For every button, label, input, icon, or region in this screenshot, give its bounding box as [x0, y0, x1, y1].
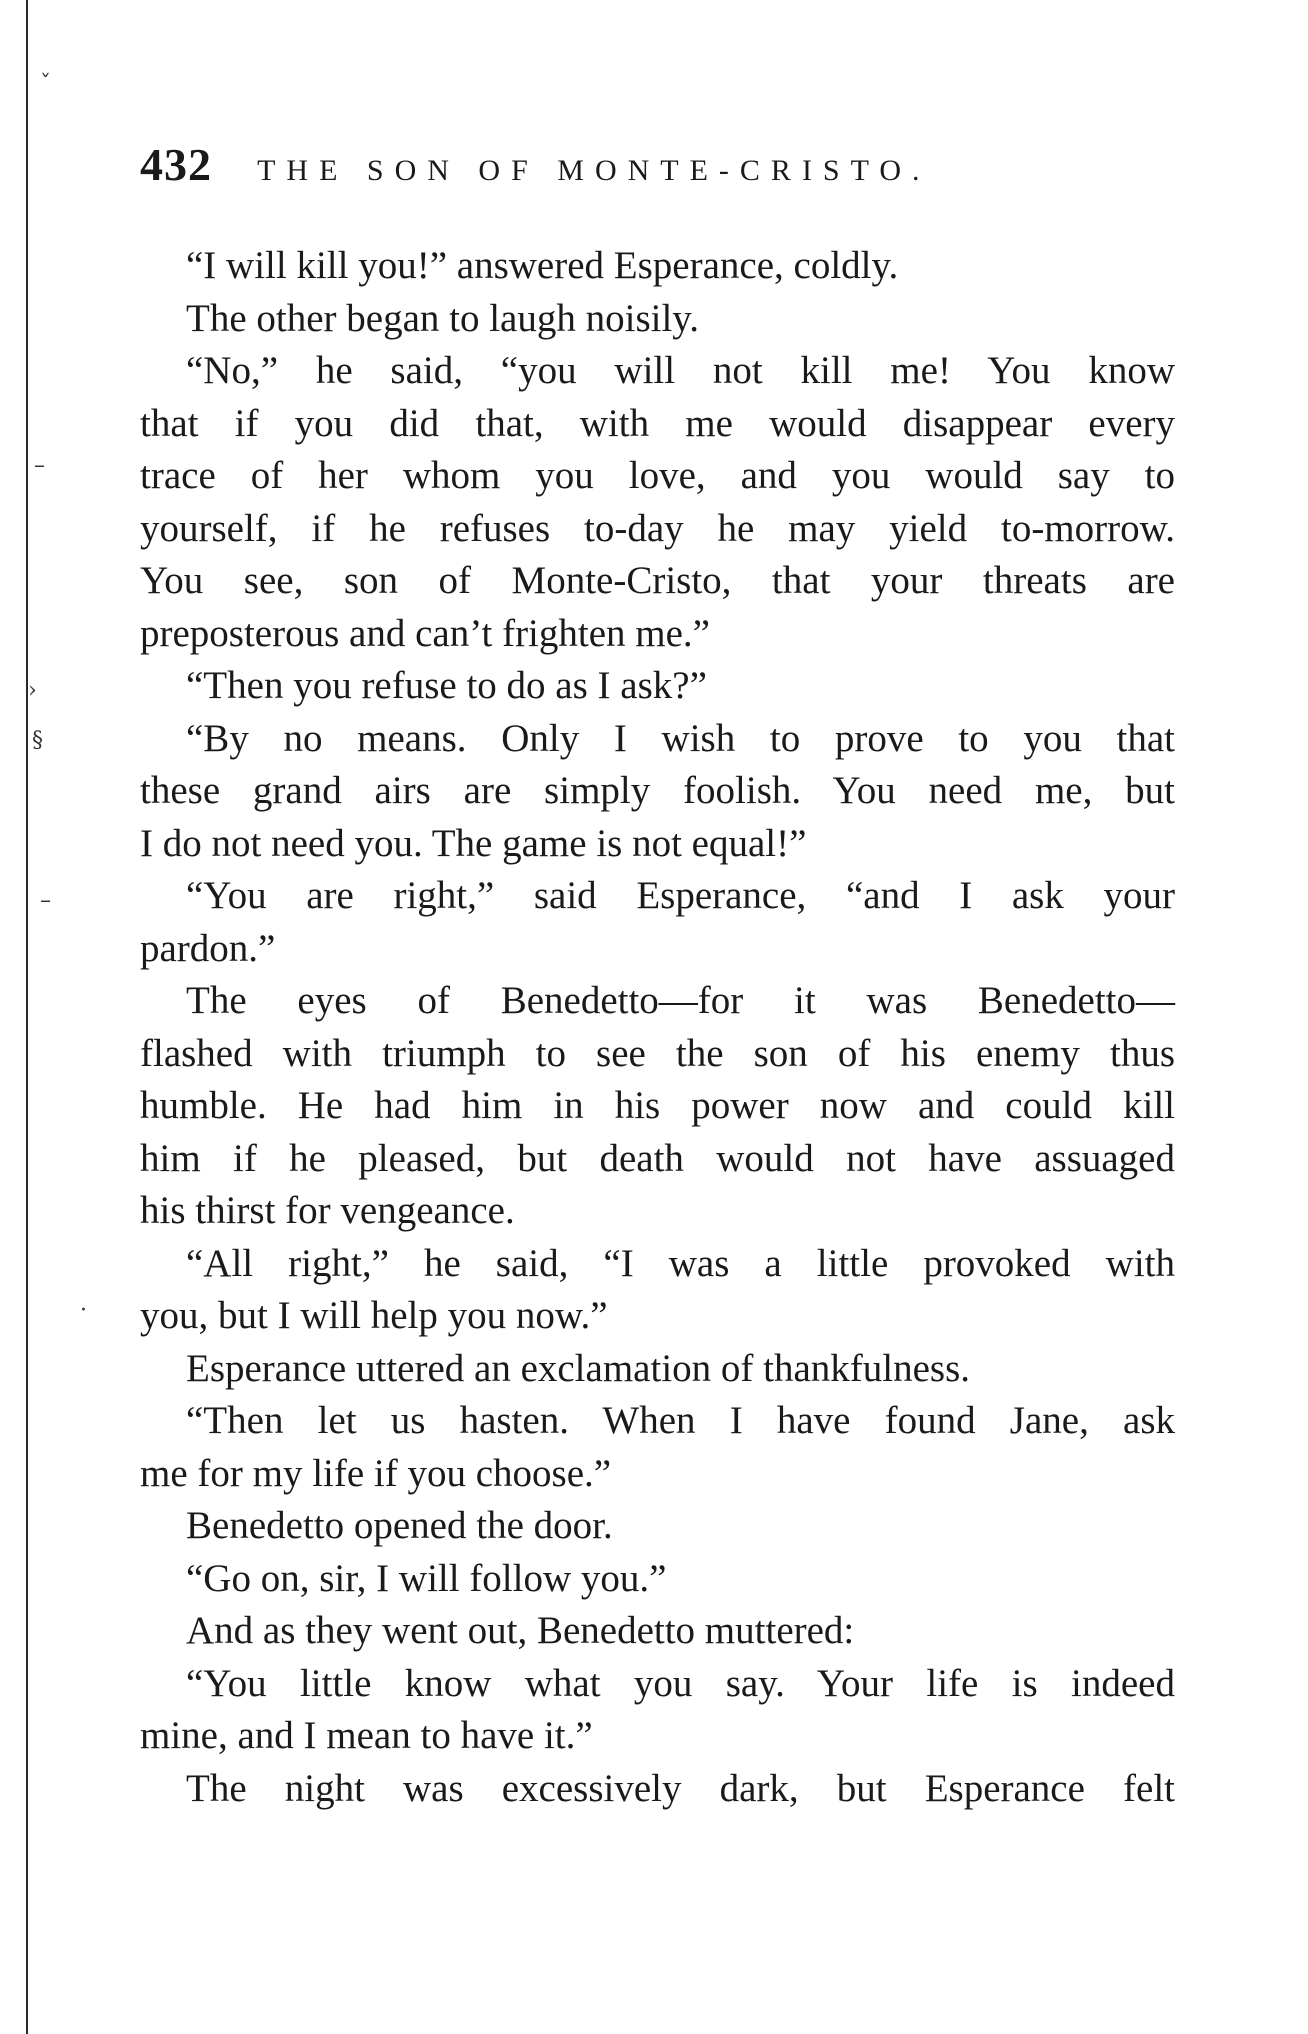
page-header	[140, 138, 1180, 198]
text-line: trace of her whom you love, and you would say to	[140, 454, 1175, 497]
text-line: preposterous and can’t frighten me.”	[140, 611, 710, 655]
text-line: “You little know what you say. Your life is indeed	[186, 1661, 1175, 1705]
text-line: I do not need you. The game is not equal!”	[140, 821, 807, 865]
text-line: The eyes of Benedetto—for it was Benedetto—	[186, 979, 1175, 1022]
text-line: these grand airs are simply foolish. You need me, but	[140, 769, 1175, 812]
text-line: mine, and I mean to have it.”	[140, 1714, 593, 1757]
body-text	[140, 240, 1175, 1815]
margin-mark: §	[32, 728, 43, 753]
margin-mark: ˇ	[40, 72, 51, 97]
text-line: flashed with triumph to see the son of his enemy thus	[140, 1031, 1175, 1075]
text-line: him if he pleased, but death would not have assuaged	[140, 1136, 1175, 1180]
text-line: “Go on, sir, I will follow you.”	[186, 1556, 667, 1600]
text-line: The night was excessively dark, but Esperance felt	[186, 1766, 1175, 1810]
binding-edge-line	[26, 0, 28, 2034]
text-line: “I will kill you!” answered Esperance, coldly.	[186, 244, 899, 287]
text-line: “You are right,” said Esperance, “and I ask your	[186, 874, 1175, 917]
text-line: “By no means. Only I wish to prove to you that	[186, 716, 1175, 760]
text-line: humble. He had him in his power now and could kill	[140, 1084, 1175, 1127]
text-line: Benedetto opened the door.	[186, 1504, 613, 1547]
text-line: “All right,” he said, “I was a little provoked with	[186, 1241, 1175, 1285]
text-line: “Then you refuse to do as I ask?”	[186, 664, 707, 707]
text-line: Esperance uttered an exclamation of thankfulness.	[186, 1346, 971, 1390]
margin-mark: ·	[80, 1298, 87, 1323]
text-line: me for my life if you choose.”	[140, 1451, 612, 1495]
text-line: You see, son of Monte-Cristo, that your threats are	[140, 559, 1175, 602]
text-line: his thirst for vengeance.	[140, 1189, 515, 1232]
text-line: The other began to laugh noisily.	[186, 296, 700, 340]
text-line: you, but I will help you now.”	[140, 1294, 608, 1337]
text-line: “No,” he said, “you will not kill me! You know	[186, 349, 1175, 392]
text-line: And as they went out, Benedetto muttered:	[186, 1609, 855, 1652]
text-line: pardon.”	[140, 926, 276, 970]
margin-mark: –	[40, 888, 51, 913]
page-number: 432	[140, 139, 212, 190]
text-line: yourself, if he refuses to-day he may yield to-morrow.	[140, 506, 1175, 550]
margin-mark: –	[34, 453, 45, 478]
margin-mark: ›	[28, 678, 37, 703]
text-line: that if you did that, with me would disappear every	[140, 401, 1175, 445]
text-line: “Then let us hasten. When I have found Jane, ask	[186, 1399, 1175, 1442]
running-head: THE SON OF MONTE-CRISTO.	[257, 154, 931, 187]
